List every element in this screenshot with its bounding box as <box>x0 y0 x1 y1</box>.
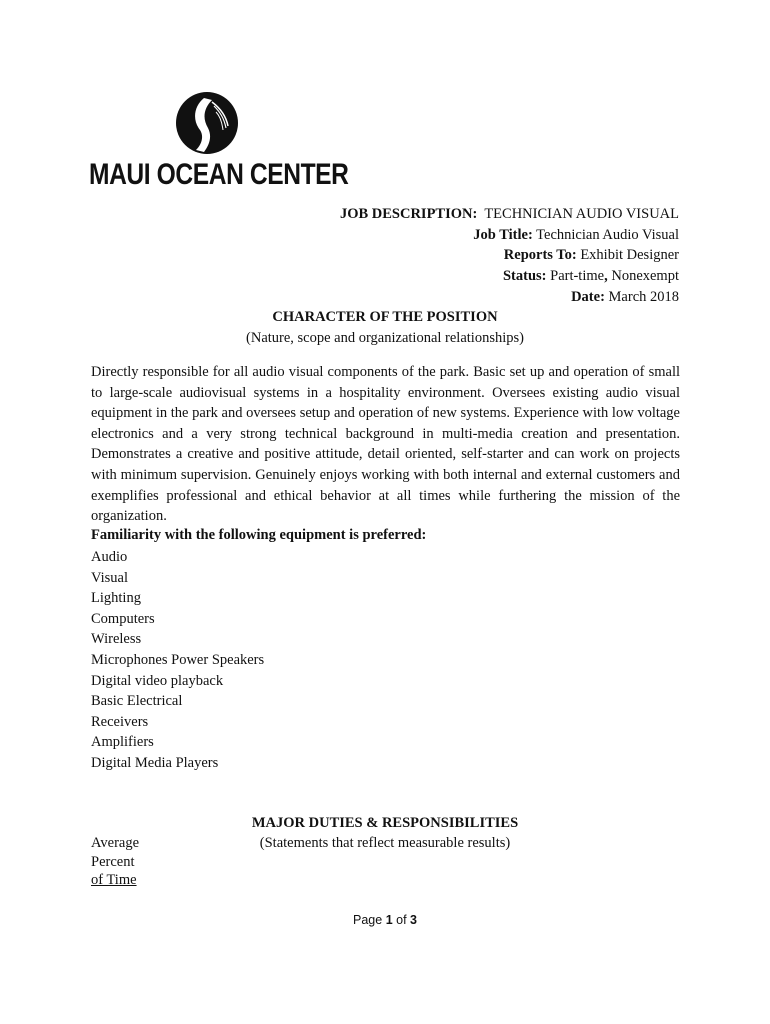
list-item: Wireless <box>91 631 142 648</box>
list-item: Digital Media Players <box>91 754 219 771</box>
duties-title: MAJOR DUTIES & RESPONSIBILITIES <box>251 815 519 831</box>
date-line <box>340 287 679 308</box>
list-item: Basic Electrical <box>91 693 183 710</box>
job-header <box>340 204 679 308</box>
reports-to-value: Exhibit Designer <box>580 247 679 264</box>
list-item: Digital video playback <box>91 672 224 689</box>
list-item: Amplifiers <box>91 734 154 751</box>
time-col-line-3: of Time <box>91 872 137 888</box>
job-title-value: Technician Audio Visual <box>536 226 679 243</box>
page-number <box>0 913 770 927</box>
duties-subtitle: (Statements that reflect measurable results) <box>259 835 511 851</box>
list-item: Computers <box>91 610 155 627</box>
character-subtitle: (Nature, scope and organizational relationships) <box>246 330 524 346</box>
job-description-label: JOB DESCRIPTION: <box>339 206 478 222</box>
time-column-header <box>91 834 139 890</box>
list-item: Receivers <box>91 713 149 730</box>
reports-to-label: Reports To: <box>503 247 577 264</box>
time-col-line-1: Average <box>91 835 140 851</box>
status-line <box>340 266 679 287</box>
status-value-2: Nonexempt <box>611 268 679 285</box>
date-value: March 2018 <box>608 288 679 305</box>
reports-to-line <box>340 245 679 266</box>
character-body: Directly responsible for all audio visual components of the park. Basic set up and operation of small to large-scale audiovisual systems in a hospitality environment. Oversees existing audio visual equipment in the park and oversees setup and operation of new systems. Experience with low voltage electronics and a very strong technical background in multi-media creation and presentation. Demonstrates a creative and positive attitude, detail oriented, self-starter and can work on projects with minimum supervision. Genuinely enjoys working with both internal and external customers and exemplifies professional and ethical behavior at all times while furthering the mission of the organization. <box>91 364 680 525</box>
list-item: Lighting <box>91 590 141 607</box>
list-item: Visual <box>91 569 128 586</box>
list-item: Audio <box>91 549 128 565</box>
equipment-list <box>91 547 264 774</box>
page-word: Page <box>353 913 383 927</box>
status-label: Status: <box>502 268 547 285</box>
logo-wordmark: MAUI OCEAN CENTER <box>89 158 349 191</box>
maui-ocean-center-logo-icon <box>174 90 240 156</box>
job-description-value: TECHNICIAN AUDIO VISUAL <box>484 206 679 222</box>
job-title-label: Job Title: <box>473 226 533 243</box>
page-total: 3 <box>410 913 417 927</box>
status-value-1: Part-time <box>550 268 605 285</box>
of-word: of <box>396 913 407 927</box>
page-current: 1 <box>385 913 393 927</box>
character-title: CHARACTER OF THE POSITION <box>272 309 498 325</box>
job-title-line <box>340 225 679 246</box>
job-description-line <box>340 204 679 225</box>
list-item: Microphones Power Speakers <box>91 651 265 668</box>
time-col-line-2: Percent <box>91 853 135 870</box>
date-label: Date: <box>571 288 605 305</box>
status-separator: , <box>604 268 608 285</box>
equipment-title: Familiarity with the following equipment is preferred: <box>91 527 427 543</box>
